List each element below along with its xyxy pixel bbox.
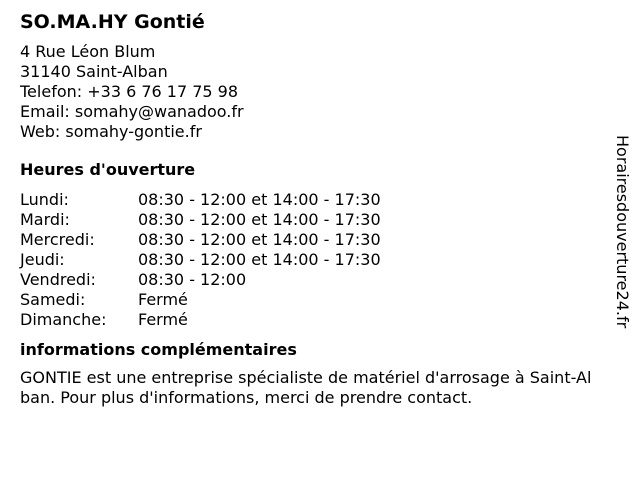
day-label: Dimanche:: [20, 310, 107, 329]
day-label: Lundi:: [20, 190, 69, 209]
hours-heading: Heures d'ouverture: [20, 160, 196, 179]
hours-row-sunday: [20, 310, 600, 330]
day-label: Samedi:: [20, 290, 86, 309]
day-hours: 08:30 - 12:00 et 14:00 - 17:30: [138, 210, 381, 229]
business-card: [20, 10, 600, 408]
hours-row-monday: [20, 190, 600, 210]
hours-row-friday: [20, 270, 600, 290]
day-label: Mercredi:: [20, 230, 95, 249]
day-hours: 08:30 - 12:00 et 14:00 - 17:30: [138, 190, 381, 209]
day-hours: Fermé: [138, 290, 188, 309]
day-hours: 08:30 - 12:00 et 14:00 - 17:30: [138, 250, 381, 269]
hours-table: [20, 190, 600, 330]
hours-row-tuesday: [20, 210, 600, 230]
day-label: Vendredi:: [20, 270, 96, 289]
day-hours: Fermé: [138, 310, 188, 329]
street-address: 4 Rue Léon Blum: [20, 42, 156, 61]
business-name: SO.MA.HY Gontié: [20, 11, 205, 33]
site-watermark: Horairesdouverture24.fr: [613, 135, 632, 329]
day-hours: 08:30 - 12:00: [138, 270, 247, 289]
phone-line: Telefon: +33 6 76 17 75 98: [20, 82, 239, 101]
email-line: Email: somahy@wanadoo.fr: [20, 102, 244, 121]
hours-row-saturday: [20, 290, 600, 310]
postal-city: 31140 Saint-Alban: [20, 62, 168, 81]
address-block: [20, 42, 600, 142]
business-description: GONTIE est une entreprise spécialiste de matériel d'arrosage à Saint-Alban. Pour plus d'informations, merci de prendre contact.: [20, 368, 592, 407]
hours-row-thursday: [20, 250, 600, 270]
day-label: Jeudi:: [20, 250, 65, 269]
web-line: Web: somahy-gontie.fr: [20, 122, 202, 141]
hours-row-wednesday: [20, 230, 600, 250]
day-label: Mardi:: [20, 210, 70, 229]
info-heading: informations complémentaires: [20, 340, 297, 359]
day-hours: 08:30 - 12:00 et 14:00 - 17:30: [138, 230, 381, 249]
